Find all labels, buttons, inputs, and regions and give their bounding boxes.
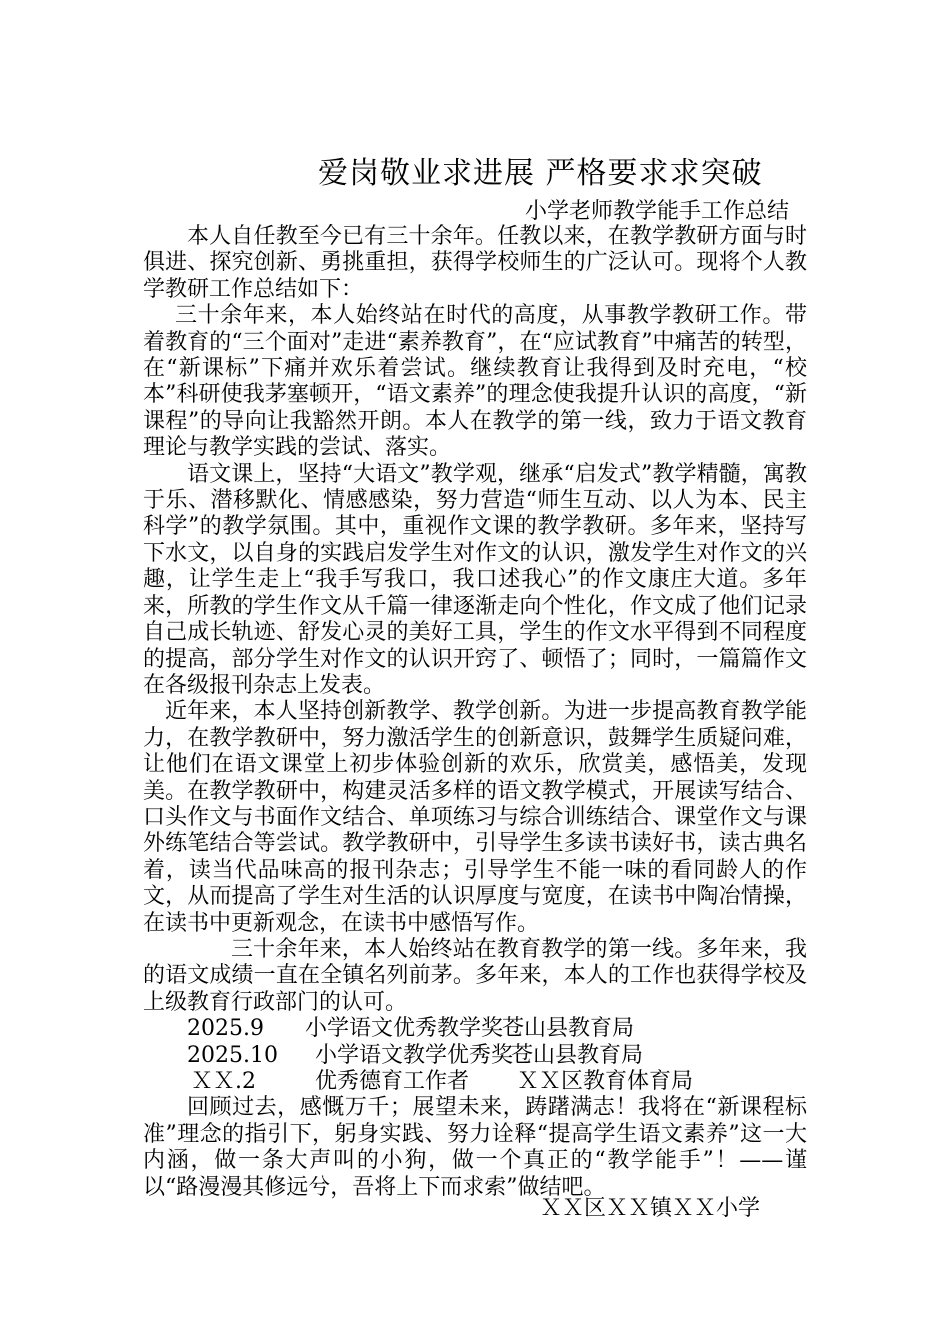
award-date: 2025.9: [187, 1016, 264, 1042]
document-title: 爱岗敬业求进展 严格要求求突破: [318, 156, 763, 191]
award-name: 小学语文教学优秀奖: [315, 1042, 514, 1068]
signature-school: ＸＸ区ＸＸ镇ＸＸ小学: [540, 1196, 761, 1221]
award-name: 小学语文优秀教学奖: [305, 1016, 504, 1042]
document-subtitle: 小学老师教学能手工作总结: [525, 199, 790, 224]
award-name: 优秀德育工作者: [315, 1069, 470, 1094]
paragraph-intro: 本人自任教至今已有三十余年。任教以来，在教学教研方面与时俱进、探究创新、勇挑重担，获得学校师生的广泛认可。现将个人教学教研工作总结如下：: [143, 224, 807, 302]
paragraph-achievements: 三十余年来，本人始终站在教育教学的第一线。多年来，我的语文成绩一直在全镇名列前茅。多年来，本人的工作也获得学校及上级教育行政部门的认可。: [143, 936, 807, 1015]
award-issuer: 苍山县教育局: [511, 1042, 644, 1068]
paragraph-closing: 回顾过去，感慨万千；展望未来，踌躇满志！我将在“新课程标准”理念的指引下，躬身实践、努力诠释“提高学生语文素养”这一大内涵，做一条大声叫的小狗，做一个真正的“教学能手”！——谨以“路漫漫其修远兮，吾将上下而求索”做结吧。: [143, 1095, 807, 1200]
award-row: [143, 1043, 807, 1069]
award-issuer: 苍山县教育局: [502, 1016, 635, 1042]
document-body: [143, 224, 807, 1201]
paragraph-chinese-class: 语文课上，坚持“大语文”教学观，继承“启发式”教学精髓，寓教于乐、潜移默化、情感感染，努力营造“师生互动、以人为本、民主科学”的教学氛围。其中，重视作文课的教学教研。多年来，坚持写下水文，以自身的实践启发学生对作文的认识，激发学生对作文的兴趣，让学生走上“我手写我口，我口述我心”的作文康庄大道。多年来，所教的学生作文从千篇一律逐渐走向个性化，作文成了他们记录自己成长轨迹、舒发心灵的美好工具，学生的作文水平得到不同程度的提高，部分学生对作文的认识开窍了、顿悟了；同时，一篇篇作文在各级报刊杂志上发表。: [143, 461, 807, 698]
award-date: ＸＸ.2: [191, 1069, 256, 1094]
award-row: [143, 1069, 807, 1095]
award-issuer: ＸＸ区教育体育局: [517, 1069, 694, 1094]
paragraph-career: 三十余年来，本人始终站在时代的高度，从事教学教研工作。带着教育的“三个面对”走进“素养教育”，在“应试教育”中痛苦的转型，在“新课标”下痛并欢乐着尝试。继续教育让我得到及时充电，“校本”科研使我茅塞顿开，“语文素养”的理念使我提升认识的高度，“新课程”的导向让我豁然开朗。本人在教学的第一线，致力于语文教育理论与教学实践的尝试、落实。: [143, 303, 807, 461]
award-row: [143, 1016, 807, 1042]
paragraph-innovation: 近年来，本人坚持创新教学、教学创新。为进一步提高教育教学能力，在教学教研中，努力激活学生的创新意识，鼓舞学生质疑问难，让他们在语文课堂上初步体验创新的欢乐，欣赏美，感悟美，发现美。在教学教研中，构建灵活多样的语文教学模式，开展读写结合、口头作文与书面作文结合、单项练习与综合训练结合、课堂作文与课外练笔结合等尝试。教学教研中，引导学生多读书读好书，读古典名着，读当代品味高的报刊杂志；引导学生不能一味的看同龄人的作文，从而提高了学生对生活的认识厚度与宽度，在读书中陶冶情操，在读书中更新观念，在读书中感悟写作。: [143, 699, 807, 936]
award-date: 2025.10: [187, 1042, 278, 1068]
